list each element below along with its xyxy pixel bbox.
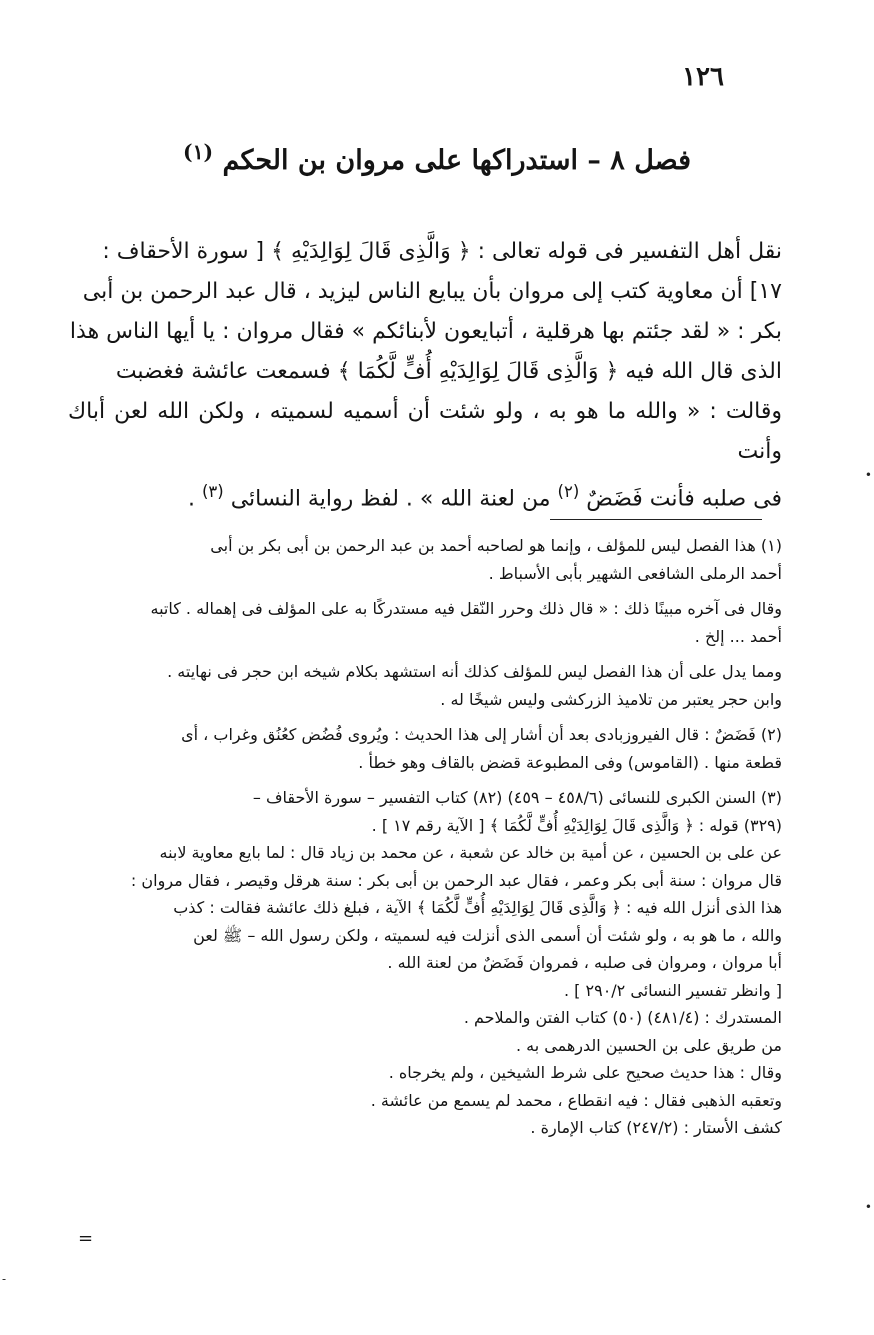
chapter-title-text: فصل ٨ – استدراكها على مروان بن الحكم [222,145,691,176]
footnotes [68,532,782,1142]
body-line-last [68,472,782,519]
body-line: وقالت : « والله ما هو به ، ولو شئت أن أسميه لسميته ، ولكن الله لعن أباك وأنت [68,399,782,464]
footnote-line: (١) هذا الفصل ليس للمؤلف ، وإنما هو لصاحبه أحمد بن عبد الرحمن بن أبى بكر بن أبى [210,536,782,555]
footnote-line: هذا الذى أنزل الله فيه : ﴿ وَالَّذِى قَالَ لِوَالِدَيْهِ أُفٍّ لَّكُمَا ﴾ الآية ، فبلغ ذلك عائشة فقالت : كذب [173,898,782,917]
footnote-line: [ وانظر تفسير النسائى ٢٩٠/٢ ] . [564,980,782,1000]
footnote-line: من طريق على بن الحسين الدرهمى به . [515,1035,782,1055]
footnote-line: (٢) فَضَضٌ : قال الفيروزبادى بعد أن أشار إلى هذا الحديث : ويُروى فُضُض كعُنُق وغراب ، أى [181,725,782,744]
footnote-line: (٣) السنن الكبرى للنسائى (٤٥٨/٦ – ٤٥٩) (٨٢) كتاب التفسير – سورة الأحقاف – [252,788,782,807]
page-number: ١٢٦ [682,62,724,92]
footnote-line: وقال : هذا حديث صحيح على شرط الشيخين ، ولم يخرجاه . [388,1063,782,1082]
footnote-line: وابن حجر يعتبر من تلاميذ الزركشى وليس شيخًا له . [440,689,782,709]
chapter-footnote-ref: (١) [183,140,214,164]
footnote-line: أحمد الرملى الشافعى الشهير بأبى الأسباط . [488,563,782,583]
footnote-line: قطعة منها . (القاموس) وفى المطبوعة قضض بالقاف وهو خطأ . [358,752,782,772]
footnote-line: وتعقبه الذهبى فقال : فيه انقطاع ، محمد لم يسمع من عائشة . [370,1090,782,1110]
body-last-part3: . [187,486,195,512]
footnote-ref-2: (٢) [557,482,580,501]
footnote-line: أبا مروان ، ومروان فى صلبه ، فمروان فَضَضٌ من لعنة الله . [387,953,782,972]
scan-mark: • [864,468,872,482]
footnote-line: أحمد ... إلخ . [694,626,782,646]
footnote-ref-3: (٣) [201,482,224,501]
continued-mark: = [78,1228,94,1249]
footnote-line: قال مروان : سنة أبى بكر وعمر ، فقال عبد الرحمن بن أبى بكر : سنة هرقل وقيصر ، فقال مروان : [130,870,782,890]
footnote-line: (٣٢٩) قوله : ﴿ وَالَّذِى قَالَ لِوَالِدَيْهِ أُفٍّ لَّكُمَا ﴾ [ الآية رقم ١٧ ] . [371,815,782,835]
footnote-line: ومما يدل على أن هذا الفصل ليس للمؤلف كذلك أنه استشهد بكلام شيخه ابن حجر فى نهايته . [167,662,782,681]
chapter-title [60,140,814,176]
body-last-part1: فى صلبه فأنت فَضَضٌ [586,486,782,512]
footnote-line: المستدرك : (٤٨١/٤) (٥٠) كتاب الفتن والملاحم . [463,1008,782,1027]
body-last-part2: من لعنة الله » . لفظ رواية النسائى [230,486,551,512]
body-line: الذى قال الله فيه ﴿ وَالَّذِى قَالَ لِوَالِدَيْهِ أُفٍّ لَّكُمَا ﴾ فسمعت عائشة فغضبت [115,359,782,384]
body-line: بكر : « لقد جئتم بها هرقلية ، أتبايعون لأبنائكم » فقال مروان : يا أيها الناس هذا [69,319,782,344]
footnote-line: كشف الأستار : (٢٤٧/٢) كتاب الإمارة . [530,1118,782,1137]
footnote-line: والله ، ما هو به ، ولو شئت أن أسمى الذى أنزلت فيه لسميته ، ولكن رسول الله – ﷺ لعن [193,925,782,945]
body-line: نقل أهل التفسير فى قوله تعالى : ﴿ وَالَّذِى قَالَ لِوَالِدَيْهِ ﴾ [ سورة الأحقاف : [102,239,782,264]
main-body-text [68,232,782,519]
scan-mark: • [864,1200,872,1214]
body-line: ١٧] أن معاوية كتب إلى مروان بأن يبايع الناس ليزيد ، قال عبد الرحمن بن أبى [82,279,782,304]
scan-mark: - [2,1272,7,1286]
footnote-line: عن على بن الحسين ، عن أمية بن خالد عن شعبة ، عن محمد بن زياد قال : لما بايع معاوية لابنه [159,843,782,862]
footnote-separator [550,519,762,520]
footnote-line: وقال فى آخره مبينًا ذلك : « قال ذلك وحرر النّقل فيه مستدركًا به على المؤلف فى إهماله . كاتبه [150,599,782,618]
